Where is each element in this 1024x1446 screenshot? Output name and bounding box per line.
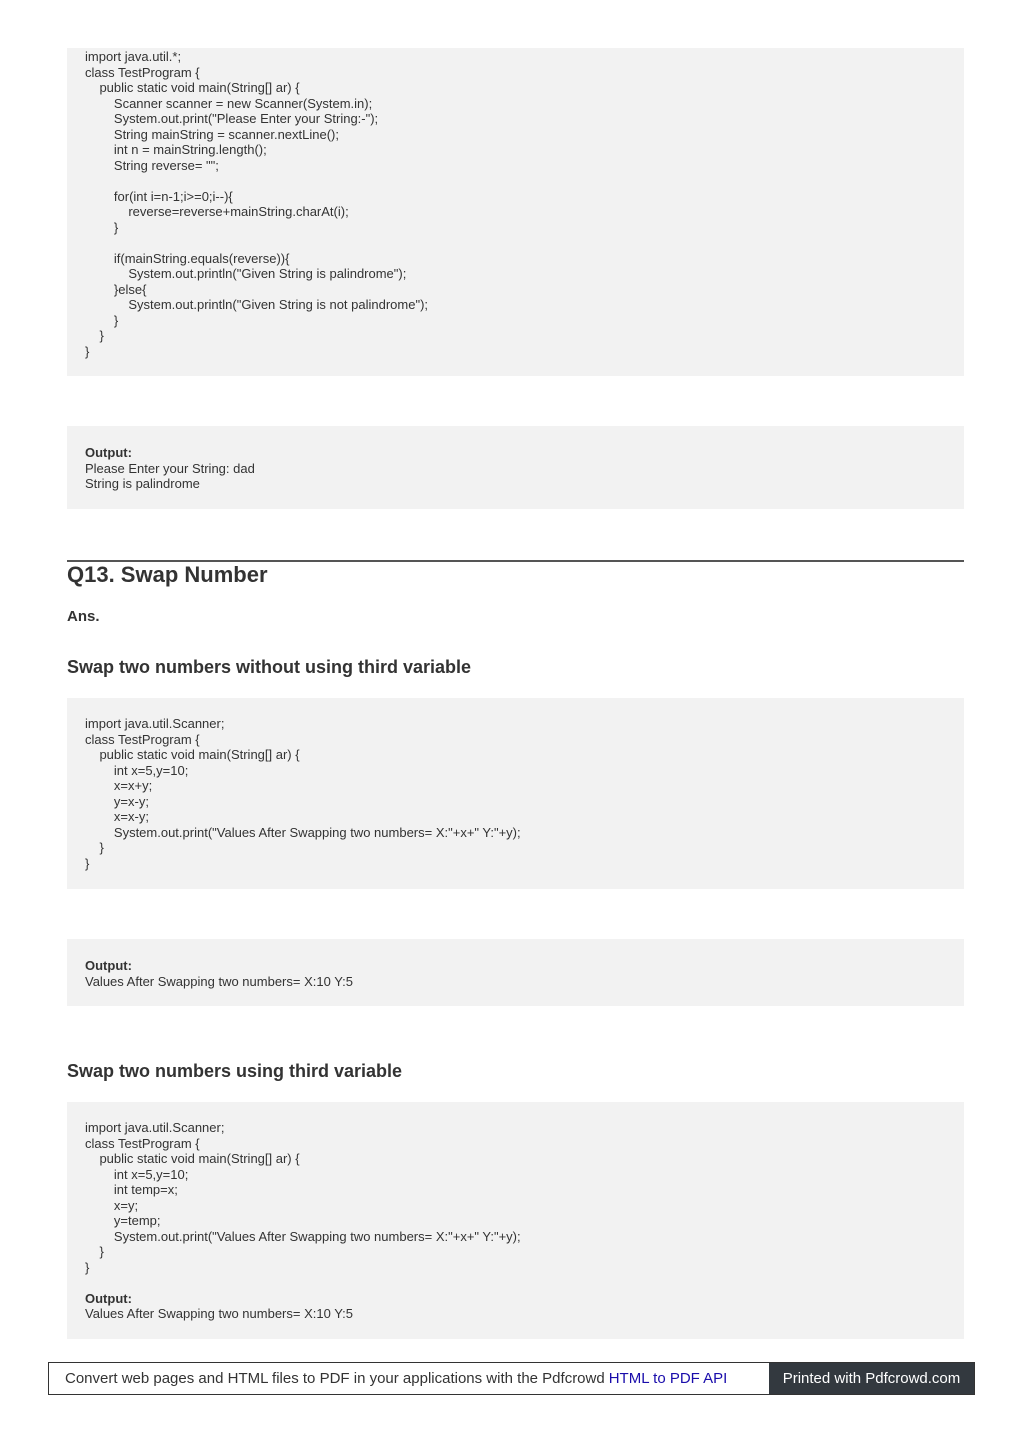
code-line: int x=5,y=10; [85,1166,189,1182]
code-line: for(int i=n-1;i>=0;i--){ [85,188,233,204]
code-line: Scanner scanner = new Scanner(System.in); [85,95,373,111]
printed-with-text: Printed with Pdfcrowd.com [782,1370,961,1387]
output-line: Please Enter your String: dad [85,460,255,476]
code-line: } [85,328,104,343]
code-line: System.out.print("Values After Swapping two numbers= X:"+x+" Y:"+y); [85,824,521,840]
code-line: y=temp; [85,1213,161,1228]
code-line: public static void main(String[] ar) { [85,80,300,95]
code-line: } [85,855,90,871]
output-line: Values After Swapping two numbers= X:10 Y:5 [85,1306,353,1321]
code-line: } [85,312,119,328]
output-line: Values After Swapping two numbers= X:10 Y:5 [85,973,353,989]
code-line: reverse=reverse+mainString.charAt(i); [85,204,349,219]
output-line: String is palindrome [85,476,200,491]
code-line: import java.util.Scanner; [85,1120,225,1135]
code-line: String reverse= ""; [85,157,219,173]
code-line: import java.util.*; [85,49,182,64]
code-line: } [85,343,90,359]
subsection-title-without-third-variable: Swap two numbers without using third variable [67,657,472,677]
code-block-swap-without-temp [67,698,964,889]
code-block-swap-with-temp [67,1102,964,1339]
code-line: import java.util.Scanner; [85,716,225,731]
blank-line [85,1275,964,1291]
footer-text: Convert web pages and HTML files to PDF in your applications with the Pdfcrowd [65,1370,605,1387]
code-line: } [85,840,104,855]
code-line: System.out.print("Values After Swapping two numbers= X:"+x+" Y:"+y); [85,1228,521,1244]
code-line: public static void main(String[] ar) { [85,747,300,762]
code-line: x=x+y; [85,778,153,793]
printed-with-badge[interactable] [769,1363,974,1394]
code-line: if(mainString.equals(reverse)){ [85,250,290,266]
code-line: System.out.println("Given String is palindrome"); [85,266,407,281]
code-line: class TestProgram { [85,731,200,747]
code-line: class TestProgram { [85,64,200,80]
output-block-palindrome [67,426,964,509]
output-label: Output: [85,445,132,460]
code-line: x=y; [85,1197,139,1213]
code-line: int temp=x; [85,1182,178,1197]
code-line: } [85,1259,90,1275]
subsection-title-with-third-variable: Swap two numbers using third variable [67,1061,403,1081]
footer-banner [49,1363,769,1394]
code-line: public static void main(String[] ar) { [85,1151,300,1166]
code-line: String mainString = scanner.nextLine(); [85,126,339,142]
code-line: } [85,1244,104,1259]
answer-label: Ans. [67,608,100,625]
output-block-swap-without-temp [67,939,964,1006]
output-label: Output: [85,1290,132,1306]
section-title: Q13. Swap Number [67,562,268,587]
code-line [85,235,964,251]
html-to-pdf-api-link[interactable]: HTML to PDF API [608,1370,728,1387]
code-line: int x=5,y=10; [85,762,189,778]
output-label: Output: [85,958,132,973]
code-block-palindrome [67,48,964,376]
code-line: System.out.println("Given String is not palindrome"); [85,297,429,312]
code-line: } [85,219,119,235]
code-line: class TestProgram { [85,1135,200,1151]
pdfcrowd-footer [48,1362,975,1395]
code-line: y=x-y; [85,793,149,809]
code-line [85,173,964,189]
code-line: System.out.print("Please Enter your String:-"); [85,111,379,126]
code-line: int n = mainString.length(); [85,142,267,157]
code-line: x=x-y; [85,809,149,824]
code-line: }else{ [85,281,147,297]
